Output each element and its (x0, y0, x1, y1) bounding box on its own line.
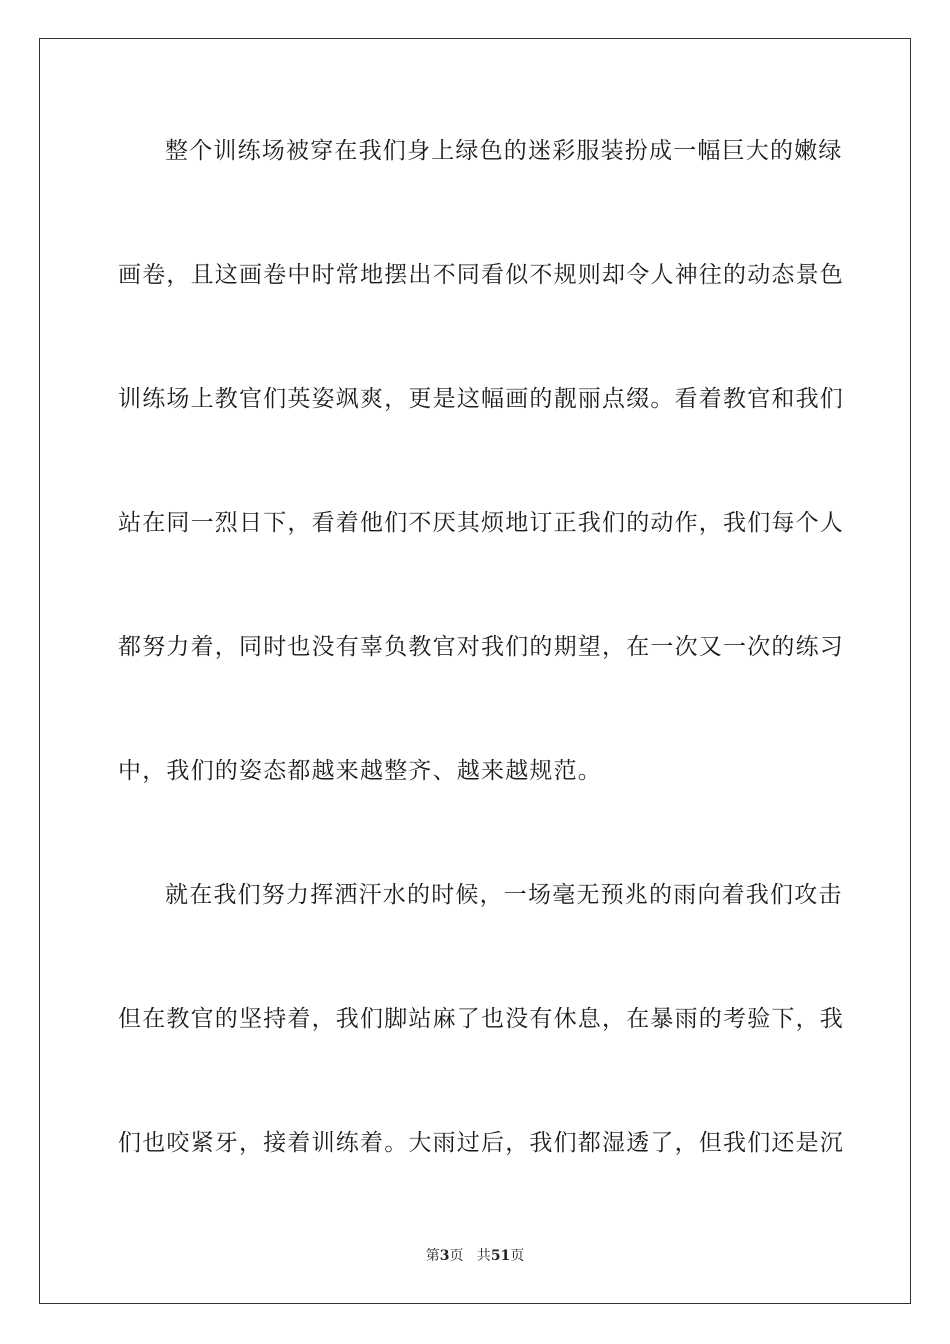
paragraph-1-line-2: 画卷，且这画卷中时常地摆出不同看似不规则却令人神往的动态景色 (118, 262, 844, 288)
paragraph-1-line-3: 训练场上教官们英姿飒爽，更是这幅画的靓丽点缀。看着教官和我们 (118, 386, 844, 412)
page-border (39, 38, 911, 1304)
current-page-number: 3 (439, 1248, 450, 1264)
paragraph-2-line-1: 就在我们努力挥洒汗水的时候，一场毫无预兆的雨向着我们攻击 (165, 882, 843, 908)
total-page-count: 51 (490, 1248, 511, 1264)
footer-prefix: 第 (425, 1248, 440, 1264)
page-footer (0, 1246, 950, 1266)
paragraph-1-line-1: 整个训练场被穿在我们身上绿色的迷彩服装扮成一幅巨大的嫩绿 (165, 138, 843, 164)
paragraph-1-line-6: 中，我们的姿态都越来越整齐、越来越规范。 (118, 758, 602, 784)
paragraph-2-line-3: 们也咬紧牙，接着训练着。大雨过后，我们都湿透了，但我们还是沉 (118, 1130, 844, 1156)
footer-mid: 页 共 (449, 1248, 491, 1264)
paragraph-1-line-5: 都努力着，同时也没有辜负教官对我们的期望，在一次又一次的练习 (118, 634, 844, 660)
footer-suffix: 页 (510, 1248, 525, 1264)
paragraph-2-line-2: 但在教官的坚持着，我们脚站麻了也没有休息，在暴雨的考验下，我 (118, 1006, 844, 1032)
paragraph-1-line-4: 站在同一烈日下，看着他们不厌其烦地订正我们的动作，我们每个人 (118, 510, 844, 536)
